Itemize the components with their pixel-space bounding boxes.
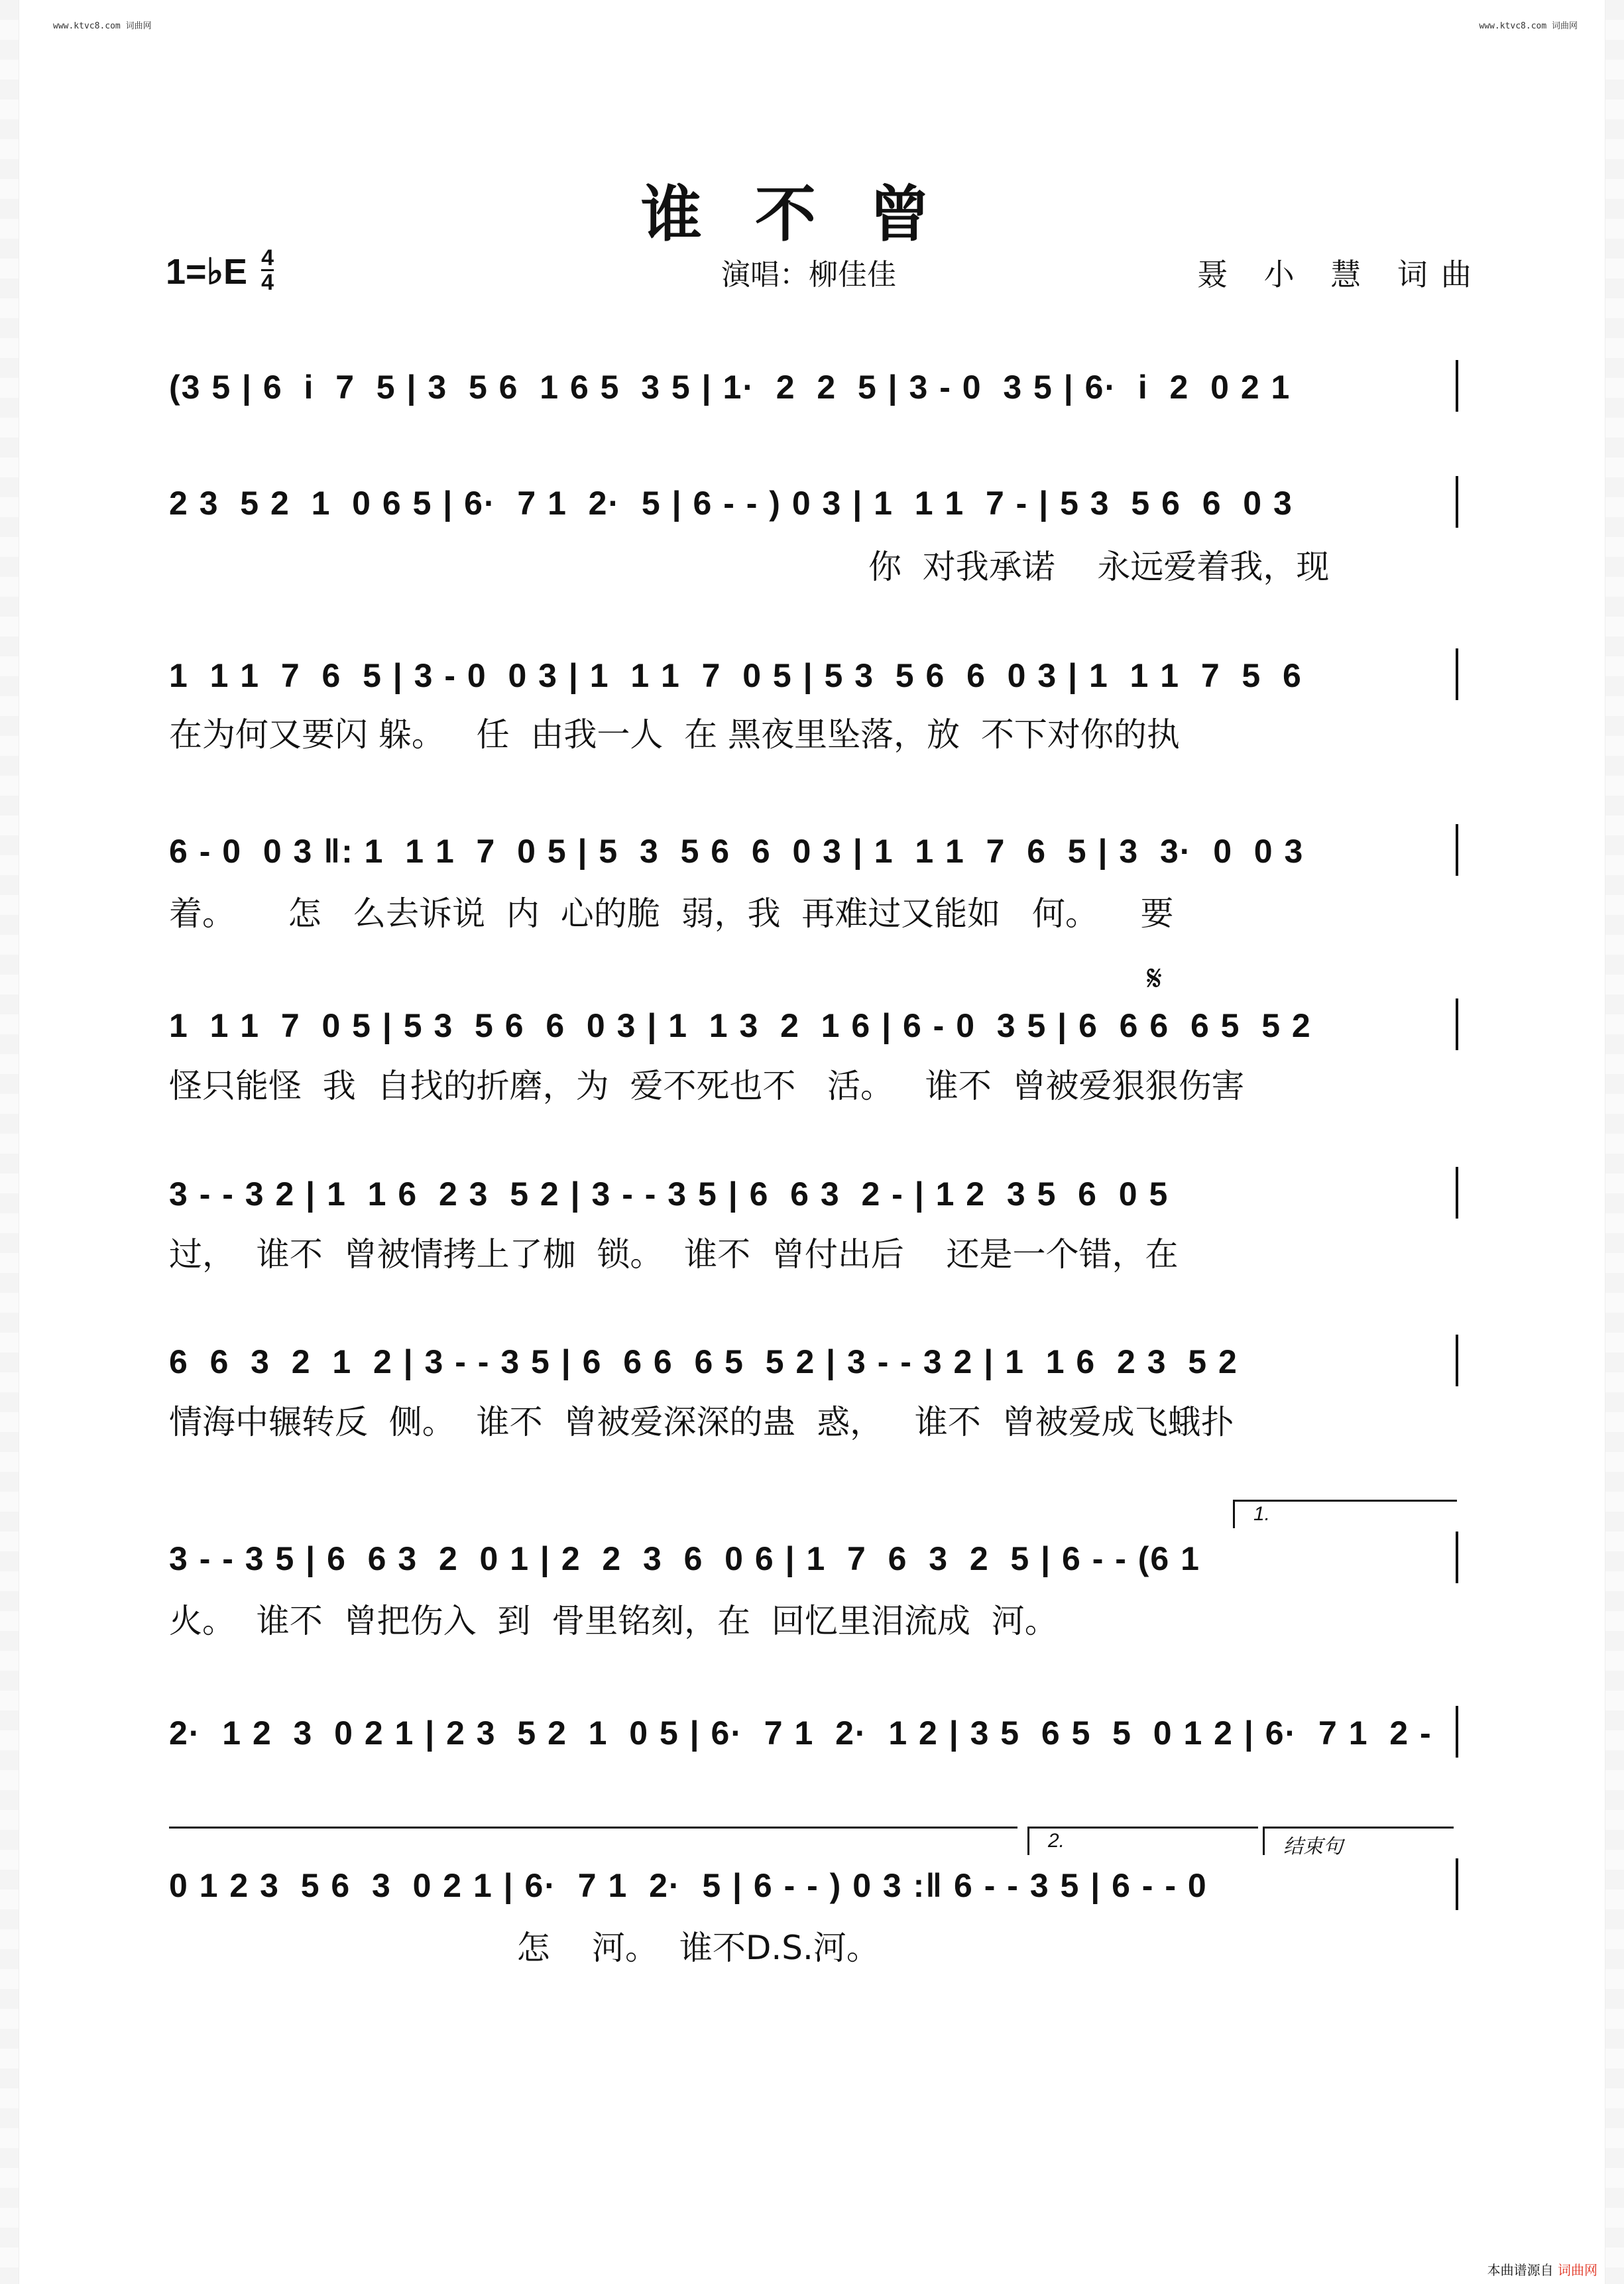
repeat-span-line: [169, 1827, 1017, 1829]
notation-line-2: 2 3 5 2 1 0 6 5 | 6· 7 1 2· 5 | 6 - - ) 0 3 | 1 1 1 7 - | 5 3 5 6 6 0 3: [169, 484, 1458, 522]
segno-sign: 𝄋: [1147, 957, 1163, 999]
notation-line-10: 0 1 2 3 5 6 3 0 2 1 | 6· 7 1 2· 5 | 6 - - ) 0 3 :‖ 6 - - 3 5 | 6 - - 0: [169, 1866, 1458, 1905]
left-margin-strip: [0, 0, 19, 2284]
lyric-line-2: 你 对我承诺 永远爱着我，现: [868, 548, 1330, 586]
notation-line-9: 2· 1 2 3 0 2 1 | 2 3 5 2 1 0 5 | 6· 7 1 2· 1 2 | 3 5 6 5 5 0 1 2 | 6· 7 1 2 -: [169, 1714, 1458, 1752]
source-credit: [1487, 2259, 1597, 2279]
lyric-line-3: 在为何又要闪 躲。 任 由我一人 在 黑夜里坠落，放 不下对你的执: [169, 715, 1180, 754]
site-watermark-right: www.ktvc8.com 词曲网: [1479, 21, 1578, 31]
notation-line-5: 1 1 1 7 0 5 | 5 3 5 6 6 0 3 | 1 1 3 2 1 6 | 6 - 0 3 5 | 6 6 6 6 5 5 2: [169, 1006, 1458, 1045]
lyric-line-4: 着。 怎 么去诉说 内 心的脆 弱，我 再难过又能如 何。 要: [169, 894, 1174, 933]
lyric-line-8: 火。 谁不 曾把伤入 到 骨里铭刻，在 回忆里泪流成 河。: [169, 1602, 1058, 1640]
volta-1-label: 1.: [1253, 1503, 1271, 1525]
time-top: 4: [261, 245, 274, 271]
notation-line-4: 6 - 0 0 3 ‖: 1 1 1 7 0 5 | 5 3 5 6 6 0 3 | 1 1 1 7 6 5 | 3 3· 0 0 3: [169, 832, 1458, 871]
site-watermark-left: www.ktvc8.com 词曲网: [53, 21, 152, 31]
credit-prefix: 本曲谱源自: [1487, 2262, 1554, 2278]
volta-bracket-2: [1027, 1827, 1258, 1855]
right-margin-strip: [1605, 0, 1624, 2284]
notation-line-7: 6 6 3 2 1 2 | 3 - - 3 5 | 6 6 6 6 5 5 2 | 3 - - 3 2 | 1 1 6 2 3 5 2: [169, 1343, 1458, 1381]
volta-bracket-1: [1233, 1500, 1457, 1528]
ending-label: 结束句: [1283, 1836, 1343, 1858]
credit-brand-link[interactable]: 词曲网: [1558, 2262, 1597, 2278]
time-bottom: 4: [261, 270, 274, 296]
key-signature: [166, 245, 274, 298]
notation-line-6: 3 - - 3 2 | 1 1 6 2 3 5 2 | 3 - - 3 5 | 6 6 3 2 - | 1 2 3 5 6 0 5: [169, 1175, 1458, 1213]
lyric-line-10: 怎 河。 谁不D.S.河。: [169, 1929, 880, 1967]
notation-line-1: (3 5 | 6 i 7 5 | 3 5 6 1 6 5 3 5 | 1· 2 2 5 | 3 - 0 3 5 | 6· i 2 0 2 1: [169, 368, 1458, 406]
notation-line-3: 1 1 1 7 6 5 | 3 - 0 0 3 | 1 1 1 7 0 5 | 5 3 5 6 6 0 3 | 1 1 1 7 5 6: [169, 656, 1458, 695]
lyric-line-7: 情海中辗转反 侧。 谁不 曾被爱深深的蛊 惑， 谁不 曾被爱成飞蛾扑: [169, 1403, 1234, 1441]
composer-credit: 聂 小 慧 词曲: [1197, 257, 1485, 292]
ending-bracket: [1263, 1827, 1454, 1858]
singer-credit: 演唱：柳佳佳: [721, 258, 896, 292]
lyric-line-5: 怪只能怪 我 自找的折磨，为 爱不死也不 活。 谁不 曾被爱狠狠伤害: [169, 1067, 1245, 1105]
volta-2-label: 2.: [1048, 1830, 1065, 1852]
song-title: 谁不曾: [640, 178, 983, 250]
time-signature: [261, 247, 274, 294]
notation-line-8: 3 - - 3 5 | 6 6 3 2 0 1 | 2 2 3 6 0 6 | 1 7 6 3 2 5 | 6 - - (6 1: [169, 1539, 1458, 1578]
key-label: 1=♭E: [166, 252, 248, 292]
lyric-line-6: 过， 谁不 曾被情拷上了枷 锁。 谁不 曾付出后 还是一个错，在: [169, 1235, 1179, 1274]
